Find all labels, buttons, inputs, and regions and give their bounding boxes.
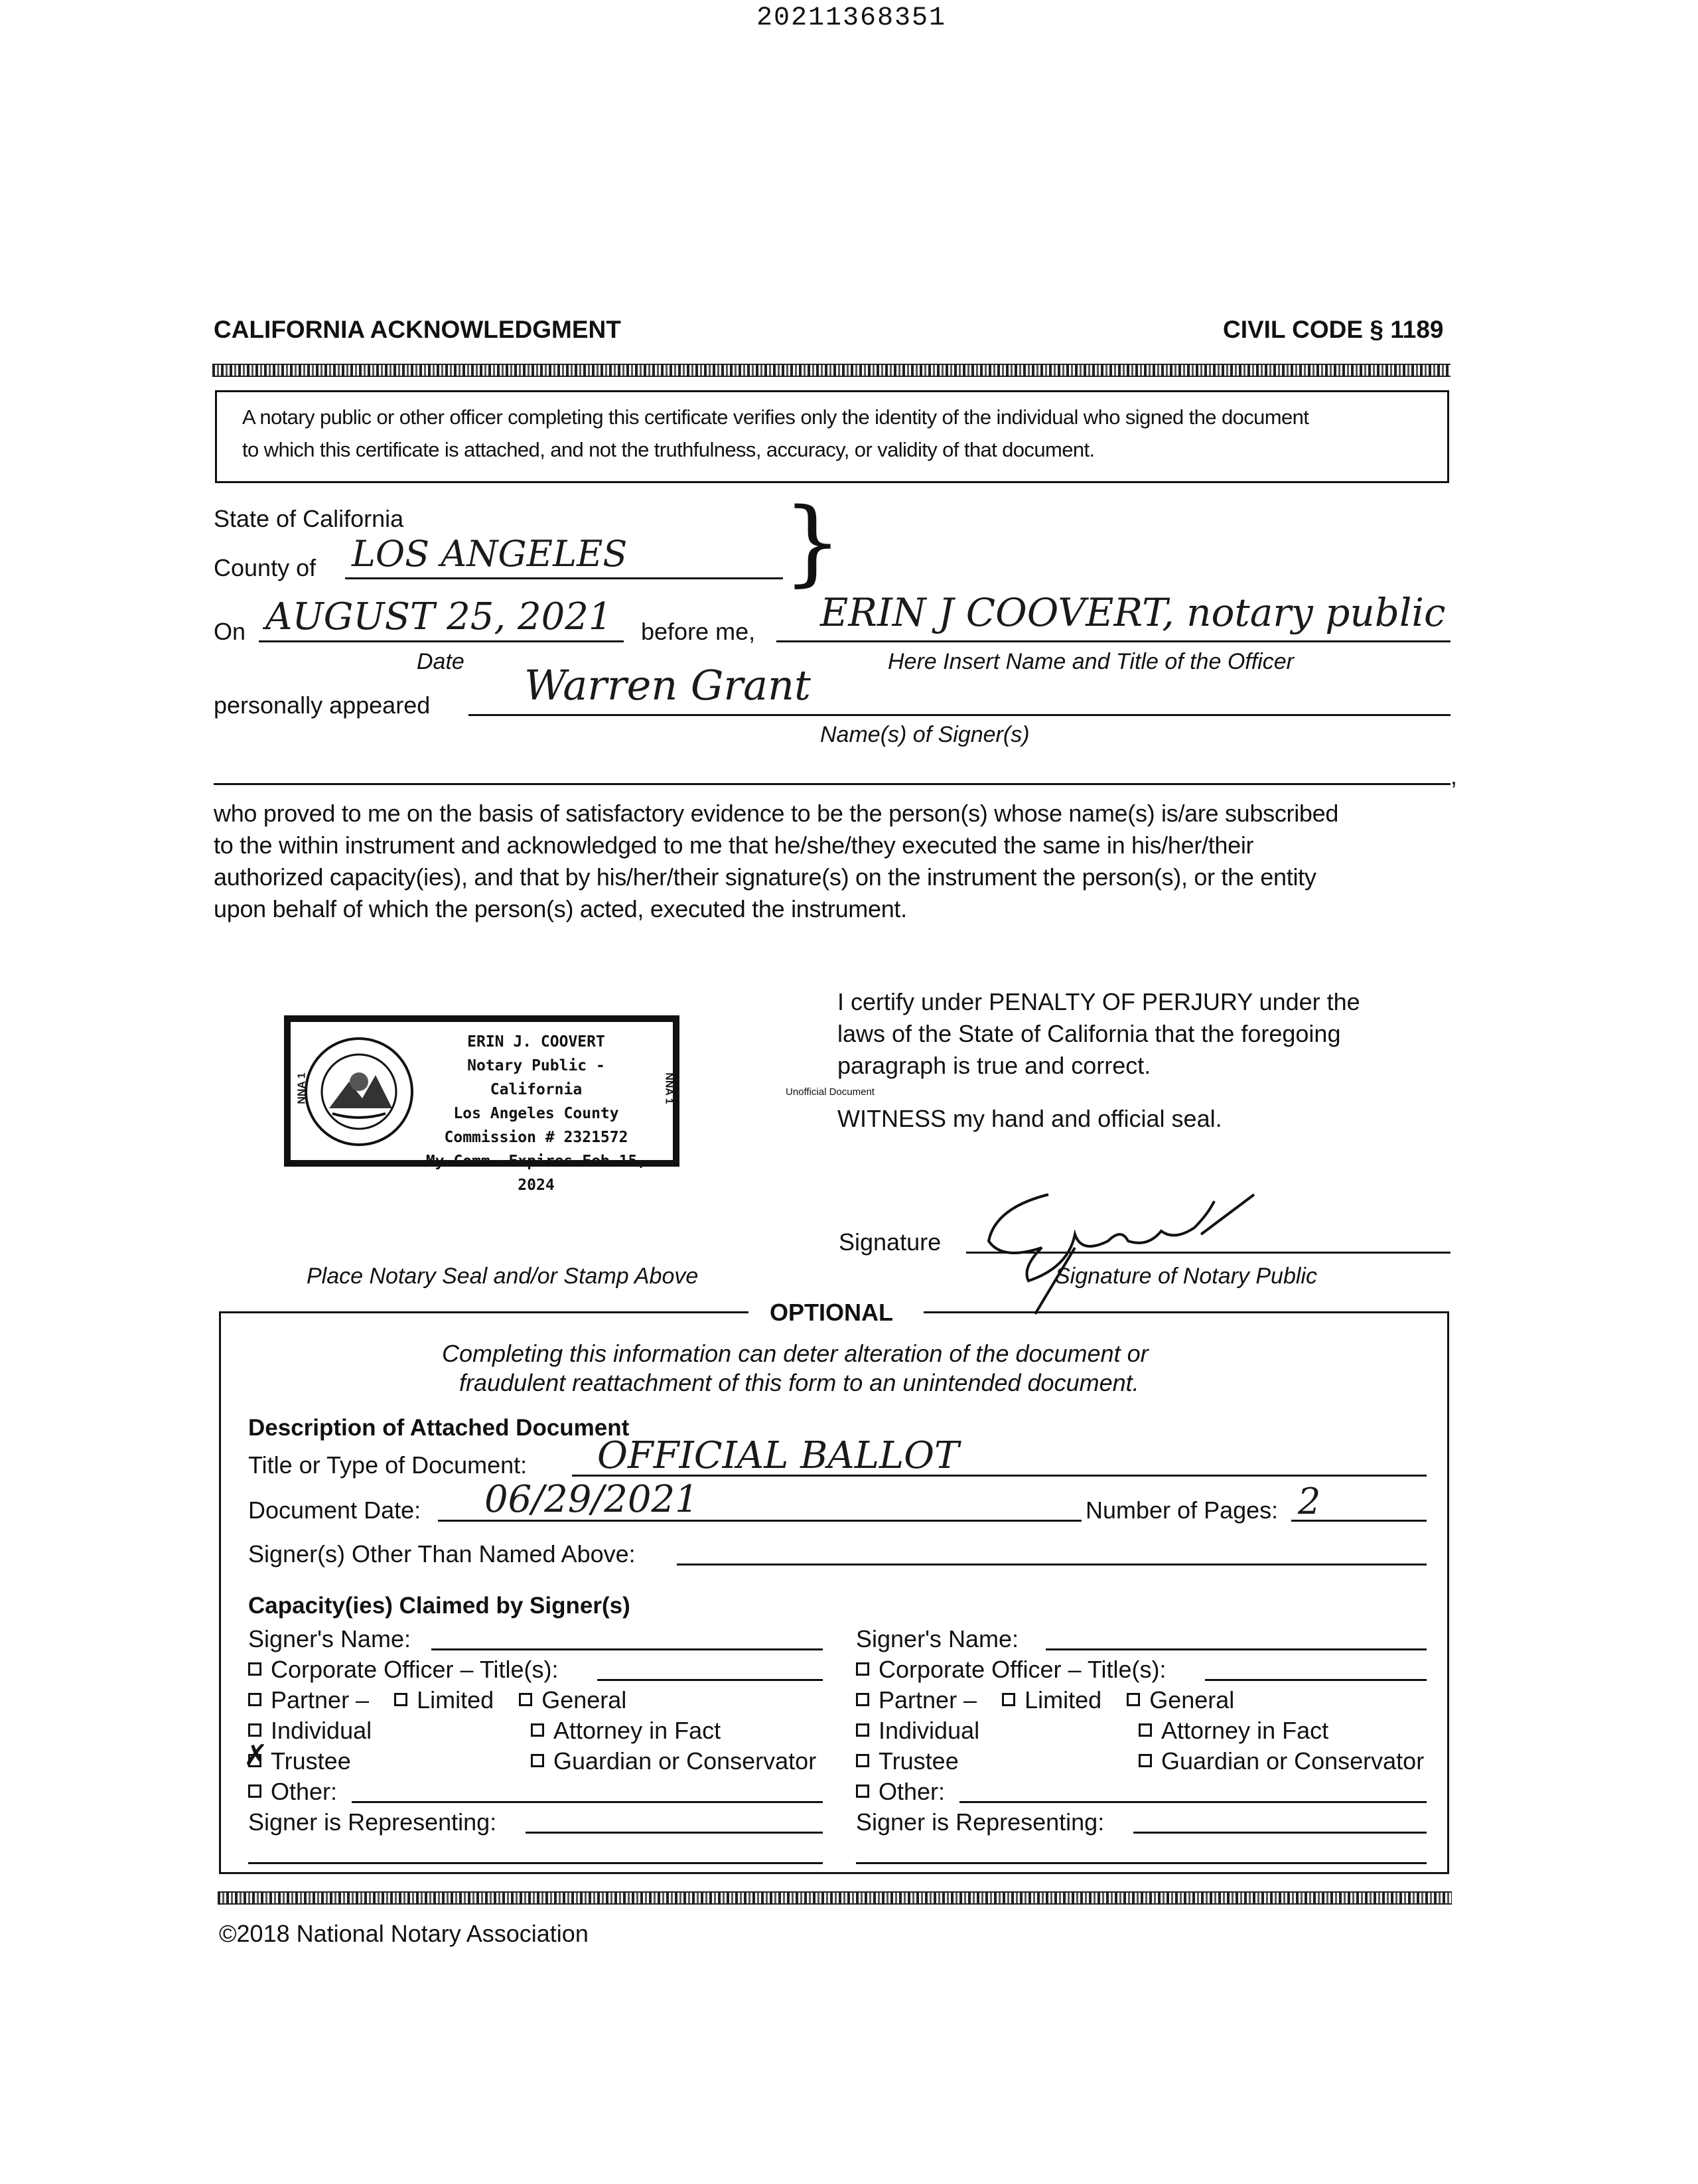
left-representing-line (526, 1832, 823, 1834)
right-representing-label: Signer is Representing: (856, 1808, 1105, 1836)
signature-label: Signature (839, 1228, 942, 1256)
right-limited-label: Limited (1025, 1686, 1102, 1713)
left-partner-row (248, 1688, 626, 1712)
left-signer-name-label: Signer's Name: (248, 1625, 411, 1652)
certify-line-3: paragraph is true and correct. (837, 1052, 1151, 1079)
right-other-row (856, 1780, 945, 1804)
right-trustee-checkbox[interactable] (856, 1754, 869, 1767)
body-line-4: upon behalf of which the person(s) acted, executed the instrument. (214, 895, 907, 922)
left-corporate-officer-line (597, 1679, 823, 1681)
document-number: 20211368351 (756, 3, 947, 33)
right-corporate-officer (856, 1658, 1166, 1682)
right-partner-label: Partner – (879, 1686, 977, 1713)
left-partner-label: Partner – (271, 1686, 370, 1713)
civil-code: CIVIL CODE § 1189 (1223, 316, 1444, 343)
seal-county: Los Angeles County (453, 1105, 619, 1122)
officer-line (776, 640, 1450, 642)
seal-caption: Place Notary Seal and/or Stamp Above (307, 1264, 699, 1289)
optional-intro-2: fraudulent reattachment of this form to an unintended document. (459, 1369, 1139, 1396)
decorative-border-bottom (218, 1891, 1452, 1905)
left-trustee-row (248, 1749, 351, 1773)
right-attorney-label: Attorney in Fact (1161, 1717, 1329, 1744)
other-signers-label: Signer(s) Other Than Named Above: (248, 1540, 636, 1567)
right-individual-label: Individual (879, 1717, 980, 1744)
before-me-label: before me, (641, 618, 756, 645)
right-guardian-checkbox[interactable] (1139, 1754, 1152, 1767)
state-label: State of California (214, 505, 404, 532)
right-extra-line (856, 1862, 1427, 1864)
optional-heading: OPTIONAL (770, 1299, 893, 1326)
optional-top-right (924, 1311, 1449, 1313)
right-corporate-officer-checkbox[interactable] (856, 1662, 869, 1676)
body-line-2: to the within instrument and acknowledged to me that he/she/they executed the same in his/her/their (214, 832, 1254, 859)
number-of-pages-label: Number of Pages: (1086, 1496, 1279, 1524)
blank-line-comma: , (1450, 763, 1458, 790)
certify-line-2: laws of the State of California that the foregoing (837, 1020, 1341, 1047)
left-limited-label: Limited (417, 1686, 494, 1713)
left-individual-checkbox[interactable] (248, 1723, 261, 1737)
right-other-checkbox[interactable] (856, 1784, 869, 1798)
right-signer-name-label: Signer's Name: (856, 1625, 1019, 1652)
left-signer-name-line (431, 1648, 823, 1650)
left-trustee-checkbox[interactable] (248, 1754, 261, 1767)
optional-top-left (219, 1311, 748, 1313)
left-other-line (352, 1801, 823, 1803)
seal-notary-name: ERIN J. COOVERT (467, 1033, 605, 1051)
body-line-1: who proved to me on the basis of satisfactory evidence to be the person(s) whose name(s) is/are subscribed (214, 800, 1339, 827)
personally-appeared-label: personally appeared (214, 692, 431, 719)
left-attorney-label: Attorney in Fact (553, 1717, 721, 1744)
left-other-label: Other: (271, 1778, 338, 1805)
right-guardian-label: Guardian or Conservator (1161, 1747, 1425, 1775)
document-title-value: OFFICIAL BALLOT (597, 1434, 959, 1477)
officer-name: ERIN J COOVERT, notary public (820, 590, 1446, 635)
body-line-3: authorized capacity(ies), and that by his/her/their signature(s) on the instrument the person(s), or the entity (214, 863, 1316, 891)
left-guardian-row (531, 1749, 816, 1773)
left-other-checkbox[interactable] (248, 1784, 261, 1798)
right-individual-checkbox[interactable] (856, 1723, 869, 1737)
county-label: County of (214, 554, 317, 581)
left-limited-checkbox[interactable] (394, 1693, 407, 1706)
right-general-label: General (1149, 1686, 1235, 1713)
decorative-border-top (212, 364, 1450, 377)
seal-side-mark-left: NNA 1 (296, 1072, 308, 1104)
right-attorney-checkbox[interactable] (1139, 1723, 1152, 1737)
notice-line-1: A notary public or other officer completing this certificate verifies only the identity of the individual who signed the document (242, 405, 1309, 429)
county-line (345, 577, 783, 579)
signature-caption: Signature of Notary Public (1055, 1264, 1317, 1289)
left-extra-line (248, 1862, 823, 1864)
right-corporate-officer-line (1205, 1679, 1427, 1681)
unofficial-document-mark: Unofficial Document (786, 1086, 875, 1098)
left-general-checkbox[interactable] (519, 1693, 532, 1706)
document-title-label: Title or Type of Document: (248, 1451, 528, 1479)
left-general-label: General (541, 1686, 627, 1713)
blank-line (214, 783, 1450, 785)
description-heading: Description of Attached Document (248, 1415, 630, 1441)
acknowledgment-date: AUGUST 25, 2021 (265, 595, 612, 638)
right-trustee-label: Trustee (879, 1747, 959, 1775)
copyright: ©2018 National Notary Association (219, 1920, 589, 1947)
left-attorney-row (531, 1719, 721, 1743)
left-guardian-label: Guardian or Conservator (553, 1747, 817, 1775)
date-line (259, 640, 624, 642)
left-trustee-label: Trustee (271, 1747, 351, 1775)
right-other-label: Other: (879, 1778, 946, 1805)
signer-name: Warren Grant (524, 661, 811, 709)
signer-caption: Name(s) of Signer(s) (820, 722, 1030, 747)
left-attorney-checkbox[interactable] (531, 1723, 544, 1737)
document-date-value: 06/29/2021 (484, 1478, 699, 1521)
on-label: On (214, 618, 246, 645)
officer-caption: Here Insert Name and Title of the Officer (888, 649, 1294, 674)
witness-line: WITNESS my hand and official seal. (837, 1105, 1222, 1132)
optional-intro-1: Completing this information can deter alteration of the document or (442, 1340, 1149, 1367)
right-individual-row (856, 1719, 979, 1743)
other-signers-line (677, 1564, 1427, 1565)
left-partner-checkbox[interactable] (248, 1693, 261, 1706)
right-partner-checkbox[interactable] (856, 1693, 869, 1706)
date-caption: Date (417, 649, 464, 674)
right-general-checkbox[interactable] (1127, 1693, 1140, 1706)
right-trustee-row (856, 1749, 959, 1773)
signer-line (468, 714, 1450, 716)
right-attorney-row (1139, 1719, 1328, 1743)
left-representing-label: Signer is Representing: (248, 1808, 497, 1836)
capacity-heading: Capacity(ies) Claimed by Signer(s) (248, 1593, 630, 1619)
seal-commission: Commission # 2321572 (444, 1129, 628, 1146)
seal-side-mark-right: NNA 1 (663, 1072, 675, 1104)
right-partner-row (856, 1688, 1234, 1712)
left-guardian-checkbox[interactable] (531, 1754, 544, 1767)
venue-brace: } (783, 488, 843, 597)
right-guardian-row (1139, 1749, 1424, 1773)
notary-signature (975, 1168, 1281, 1321)
number-of-pages-value: 2 (1298, 1481, 1321, 1522)
document-date-label: Document Date: (248, 1496, 421, 1524)
great-seal-icon (303, 1035, 415, 1148)
notice-box (215, 390, 1449, 483)
left-corporate-officer-checkbox[interactable] (248, 1662, 261, 1676)
notice-line-2: to which this certificate is attached, and not the truthfulness, accuracy, or validity of that document. (242, 438, 1095, 461)
right-limited-checkbox[interactable] (1002, 1693, 1015, 1706)
right-other-line (959, 1801, 1427, 1803)
seal-text-block (417, 1030, 656, 1197)
seal-title: Notary Public - California (467, 1057, 605, 1098)
right-signer-name-line (1046, 1648, 1427, 1650)
right-representing-line (1133, 1832, 1427, 1834)
left-individual-label: Individual (271, 1717, 372, 1744)
notary-seal-stamp (284, 1015, 679, 1194)
form-title: CALIFORNIA ACKNOWLEDGMENT (214, 316, 621, 343)
right-corporate-officer-label: Corporate Officer – Title(s): (879, 1656, 1167, 1683)
left-other-row (248, 1780, 337, 1804)
certify-line-1: I certify under PENALTY OF PERJURY under the (837, 988, 1360, 1015)
seal-expiration: My Comm. Expires Feb 15, 2024 (425, 1153, 647, 1194)
left-corporate-officer (248, 1658, 558, 1682)
county-value: LOS ANGELES (352, 533, 628, 575)
left-corporate-officer-label: Corporate Officer – Title(s): (271, 1656, 559, 1683)
